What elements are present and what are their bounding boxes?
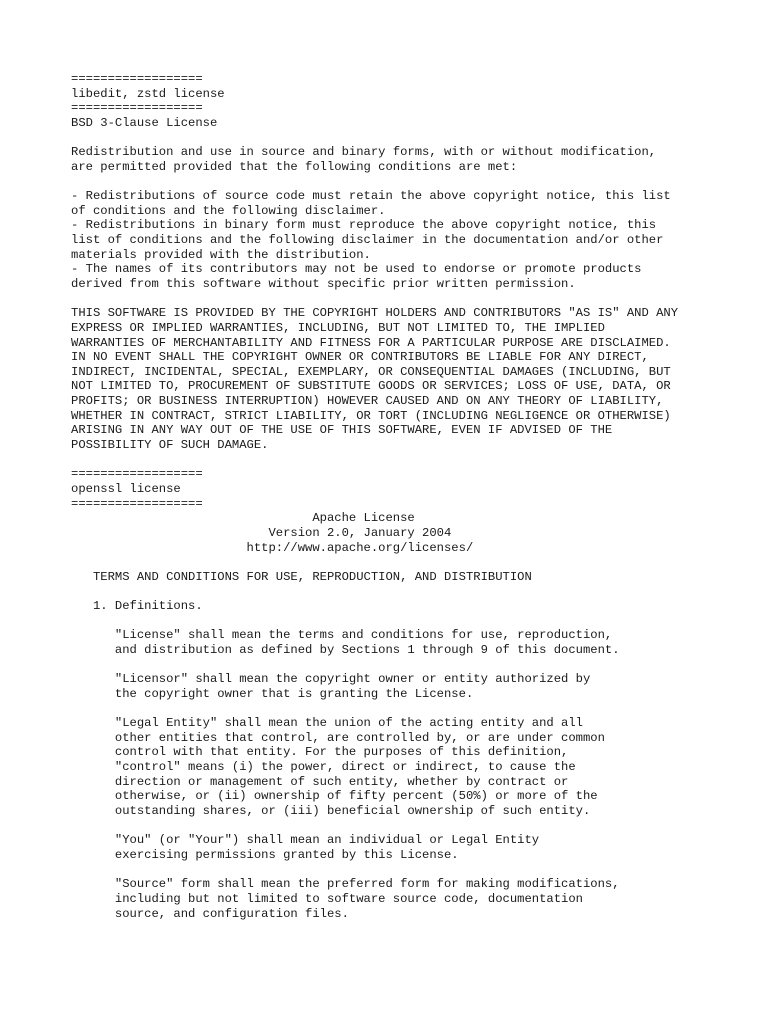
document-line: of conditions and the following disclaimer. (71, 203, 386, 218)
document-line: exercising permissions granted by this License. (71, 847, 459, 862)
document-line: other entities that control, are controlled by, or are under common (71, 730, 605, 745)
document-line (71, 584, 751, 599)
document-line: "control" means (i) the power, direct or indirect, to cause the (71, 760, 576, 775)
document-line: list of conditions and the following disclaimer in the documentation and/or other (71, 233, 664, 248)
document-line: IN NO EVENT SHALL THE COPYRIGHT OWNER OR CONTRIBUTORS BE LIABLE FOR ANY DIRECT, (71, 350, 649, 365)
document-line (71, 819, 751, 834)
document-line: ================== (71, 496, 203, 511)
document-line: "Legal Entity" shall mean the union of the acting entity and all (71, 716, 583, 731)
document-line: WARRANTIES OF MERCHANTABILITY AND FITNESS FOR A PARTICULAR PURPOSE ARE DISCLAIMED. (71, 335, 671, 350)
document-line: 1. Definitions. (71, 599, 203, 614)
document-line: openssl license (71, 481, 181, 496)
document-line: PROFITS; OR BUSINESS INTERRUPTION) HOWEVER CAUSED AND ON ANY THEORY OF LIABILITY, (71, 394, 664, 409)
document-line: BSD 3-Clause License (71, 115, 218, 130)
document-line (71, 174, 751, 189)
document-line: and distribution as defined by Sections 1 through 9 of this document. (71, 642, 620, 657)
document-line (71, 702, 751, 717)
document-line (71, 555, 751, 570)
document-line: THIS SOFTWARE IS PROVIDED BY THE COPYRIGHT HOLDERS AND CONTRIBUTORS "AS IS" AND ANY (71, 306, 679, 321)
document-line: EXPRESS OR IMPLIED WARRANTIES, INCLUDING, BUT NOT LIMITED TO, THE IMPLIED (71, 320, 605, 335)
document-line (71, 131, 751, 146)
document-line: Version 2.0, January 2004 (71, 525, 452, 540)
document-line: INDIRECT, INCIDENTAL, SPECIAL, EXEMPLARY, OR CONSEQUENTIAL DAMAGES (INCLUDING, BUT (71, 364, 671, 379)
document-line: Redistribution and use in source and binary forms, with or without modification, (71, 145, 657, 160)
document-line: libedit, zstd license (71, 86, 225, 101)
document-line (71, 453, 751, 468)
document-line: - The names of its contributors may not be used to endorse or promote products (71, 262, 642, 277)
document-line: TERMS AND CONDITIONS FOR USE, REPRODUCTION, AND DISTRIBUTION (71, 569, 532, 584)
license-document (71, 72, 751, 921)
document-line: "Licensor" shall mean the copyright owner or entity authorized by (71, 672, 591, 687)
document-line: derived from this software without specific prior written permission. (71, 276, 576, 291)
document-line: "License" shall mean the terms and conditions for use, reproduction, (71, 628, 613, 643)
document-line: the copyright owner that is granting the License. (71, 686, 474, 701)
document-line: "You" (or "Your") shall mean an individual or Legal Entity (71, 833, 540, 848)
document-line: WHETHER IN CONTRACT, STRICT LIABILITY, OR TORT (INCLUDING NEGLIGENCE OR OTHERWISE) (71, 408, 671, 423)
document-line: ARISING IN ANY WAY OUT OF THE USE OF THIS SOFTWARE, EVEN IF ADVISED OF THE (71, 423, 613, 438)
document-line: control with that entity. For the purposes of this definition, (71, 745, 569, 760)
document-line (71, 614, 751, 629)
document-line: ================== (71, 72, 203, 86)
document-line: including but not limited to software source code, documentation (71, 891, 583, 906)
document-line: ================== (71, 467, 203, 482)
document-line: ================== (71, 101, 203, 116)
document-line: - Redistributions of source code must retain the above copyright notice, this list (71, 189, 671, 204)
document-line (71, 658, 751, 673)
document-line: outstanding shares, or (iii) beneficial ownership of such entity. (71, 804, 591, 819)
document-line: direction or management of such entity, whether by contract or (71, 774, 569, 789)
document-line: source, and configuration files. (71, 906, 349, 921)
document-line: NOT LIMITED TO, PROCUREMENT OF SUBSTITUTE GOODS OR SERVICES; LOSS OF USE, DATA, OR (71, 379, 671, 394)
document-line: http://www.apache.org/licenses/ (71, 540, 474, 555)
document-line: otherwise, or (ii) ownership of fifty percent (50%) or more of the (71, 789, 598, 804)
document-line: are permitted provided that the following conditions are met: (71, 159, 518, 174)
document-line (71, 863, 751, 878)
document-line: POSSIBILITY OF SUCH DAMAGE. (71, 438, 269, 453)
document-line: "Source" form shall mean the preferred form for making modifications, (71, 877, 620, 892)
document-line: Apache License (71, 511, 415, 526)
document-line: - Redistributions in binary form must reproduce the above copyright notice, this (71, 218, 657, 233)
document-line: materials provided with the distribution. (71, 247, 371, 262)
document-line (71, 292, 751, 307)
